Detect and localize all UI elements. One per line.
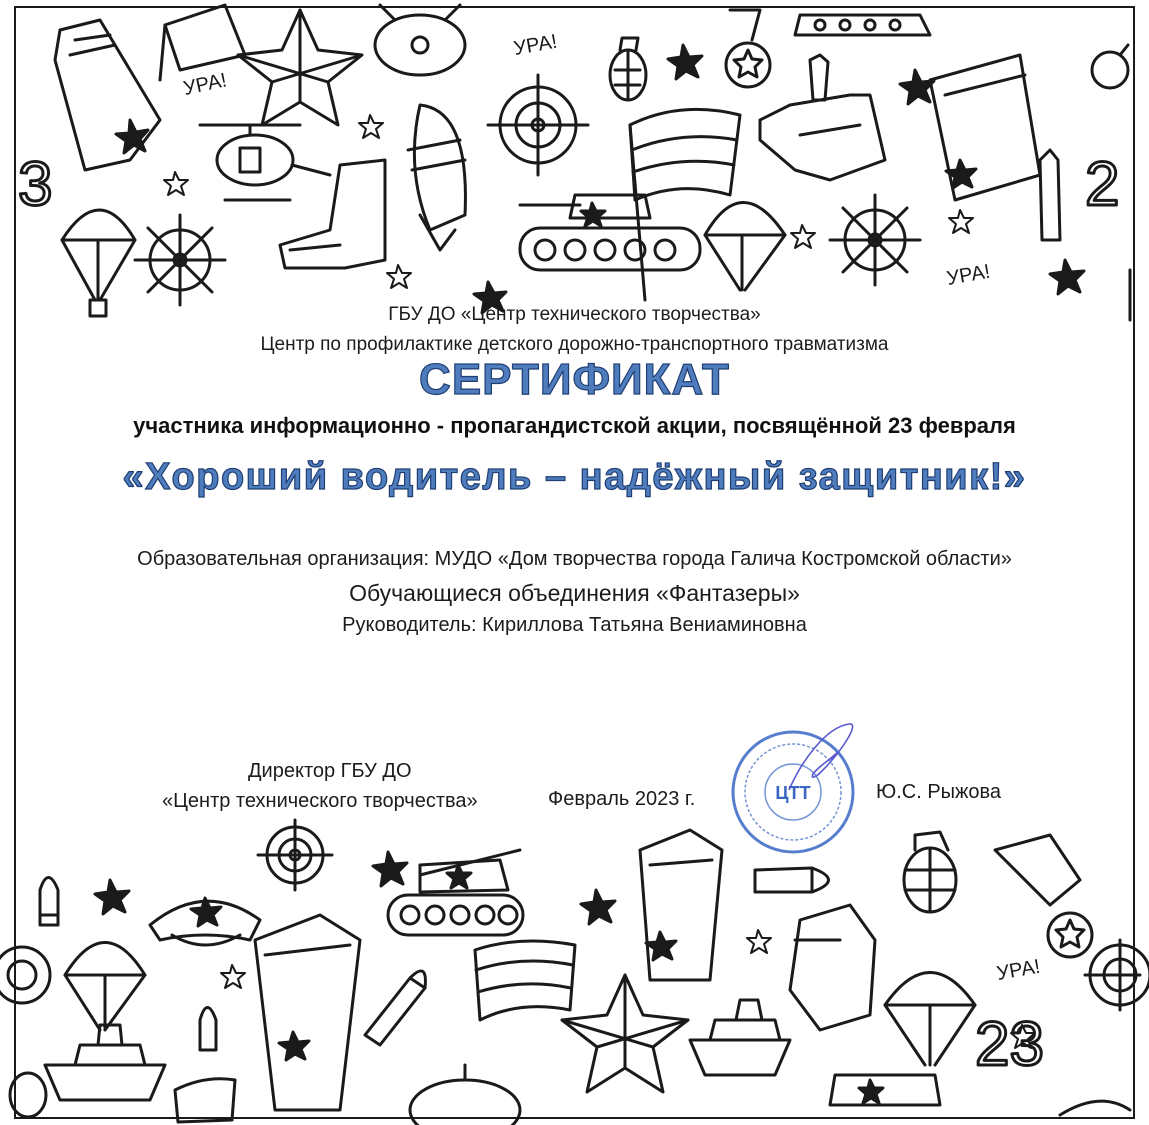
number-23: 23 xyxy=(975,1010,1044,1079)
star-icon xyxy=(373,852,407,886)
star-icon xyxy=(668,45,702,79)
recipient-association: Обучающиеся объединения «Фантазеры» xyxy=(349,580,800,606)
grenade-icon xyxy=(904,832,956,912)
star-outline-icon xyxy=(562,975,688,1092)
ship-wheel-icon xyxy=(830,195,920,285)
signer-name: Ю.С. Рыжова xyxy=(876,781,1002,803)
shoulder-strap-icon xyxy=(640,830,722,980)
target-icon xyxy=(258,820,332,890)
medal-icon xyxy=(995,835,1092,957)
ship-wheel-icon xyxy=(135,215,225,305)
issuer-line-2: Центр по профилактике детского дорожно-транспортного травматизма xyxy=(260,334,889,355)
director-organization: «Центр технического творчества» xyxy=(162,790,478,812)
tank-icon xyxy=(795,15,930,35)
bullet-icon xyxy=(200,1008,216,1051)
star-icon xyxy=(581,890,615,924)
issue-date: Февраль 2023 г. xyxy=(548,788,696,810)
target-icon xyxy=(1085,940,1149,1010)
target-icon xyxy=(488,75,588,175)
star-icon xyxy=(95,880,129,914)
digit-two: 2 xyxy=(1085,150,1120,219)
flag-icon xyxy=(175,1079,235,1122)
flag-icon xyxy=(160,5,245,80)
shoulder-strap-icon xyxy=(55,20,160,170)
recipient-organization: Образовательная организация: МУДО «Дом творчества города Галича Костромской области» xyxy=(137,548,1012,570)
boot-icon xyxy=(760,95,885,180)
seal-text: ЦТТ xyxy=(775,783,811,803)
ura-label: УРА! xyxy=(181,69,229,100)
medal-icon xyxy=(726,10,770,87)
star-outline-icon xyxy=(238,10,362,125)
issuer-line-1: ГБУ ДО «Центр технического творчества» xyxy=(388,304,761,325)
boot-icon xyxy=(280,160,385,268)
military-cap-icon xyxy=(150,898,260,945)
boat-icon xyxy=(690,1000,790,1075)
recipient-leader: Руководитель: Кириллова Татьяна Вениаминовна xyxy=(342,614,807,636)
certificate-subtitle: участника информационно - пропагандистской акции, посвящённой 23 февраля xyxy=(133,413,1016,438)
tank-icon xyxy=(520,195,700,270)
campaign-slogan: «Хороший водитель – надёжный защитник!» xyxy=(122,456,1027,498)
boat-icon xyxy=(45,1025,165,1100)
parachute-icon xyxy=(885,973,975,1066)
boot-icon xyxy=(790,905,875,1030)
missile-icon xyxy=(408,105,465,250)
parachute-icon xyxy=(705,203,785,291)
director-title: Директор ГБУ ДО xyxy=(248,760,412,782)
bullet-icon xyxy=(1040,150,1060,240)
digit-three: 3 xyxy=(18,150,53,219)
bullet-icon xyxy=(810,55,828,100)
bullet-icon xyxy=(755,868,829,892)
small-star-outline-icons xyxy=(221,930,1035,1048)
tank-icon xyxy=(830,1075,940,1105)
ura-label: УРА! xyxy=(995,955,1042,985)
bullet-icon xyxy=(365,971,425,1045)
helicopter-icon xyxy=(200,125,330,200)
grenade-icon xyxy=(10,1073,46,1117)
shoulder-strap-icon xyxy=(930,55,1040,200)
bomb-icon xyxy=(1092,45,1128,88)
flag-icon xyxy=(475,941,575,1020)
target-icon xyxy=(0,947,50,1003)
bullet-icon xyxy=(40,878,58,926)
shoulder-strap-icon xyxy=(255,915,360,1110)
plane-icon xyxy=(410,1065,520,1125)
star-icon xyxy=(1050,260,1084,294)
plane-icon xyxy=(375,5,465,75)
certificate-title: СЕРТИФИКАТ xyxy=(419,355,730,404)
ura-label: УРА! xyxy=(512,30,559,60)
top-doodle-border xyxy=(0,0,1149,330)
star-icon xyxy=(900,70,934,104)
ura-label: УРА! xyxy=(945,260,992,290)
parachute-icon xyxy=(65,943,145,1031)
parachute-icon xyxy=(62,210,135,316)
military-cap-icon xyxy=(1060,1101,1130,1115)
grenade-icon xyxy=(610,38,646,100)
bottom-doodle-border xyxy=(0,810,1149,1125)
